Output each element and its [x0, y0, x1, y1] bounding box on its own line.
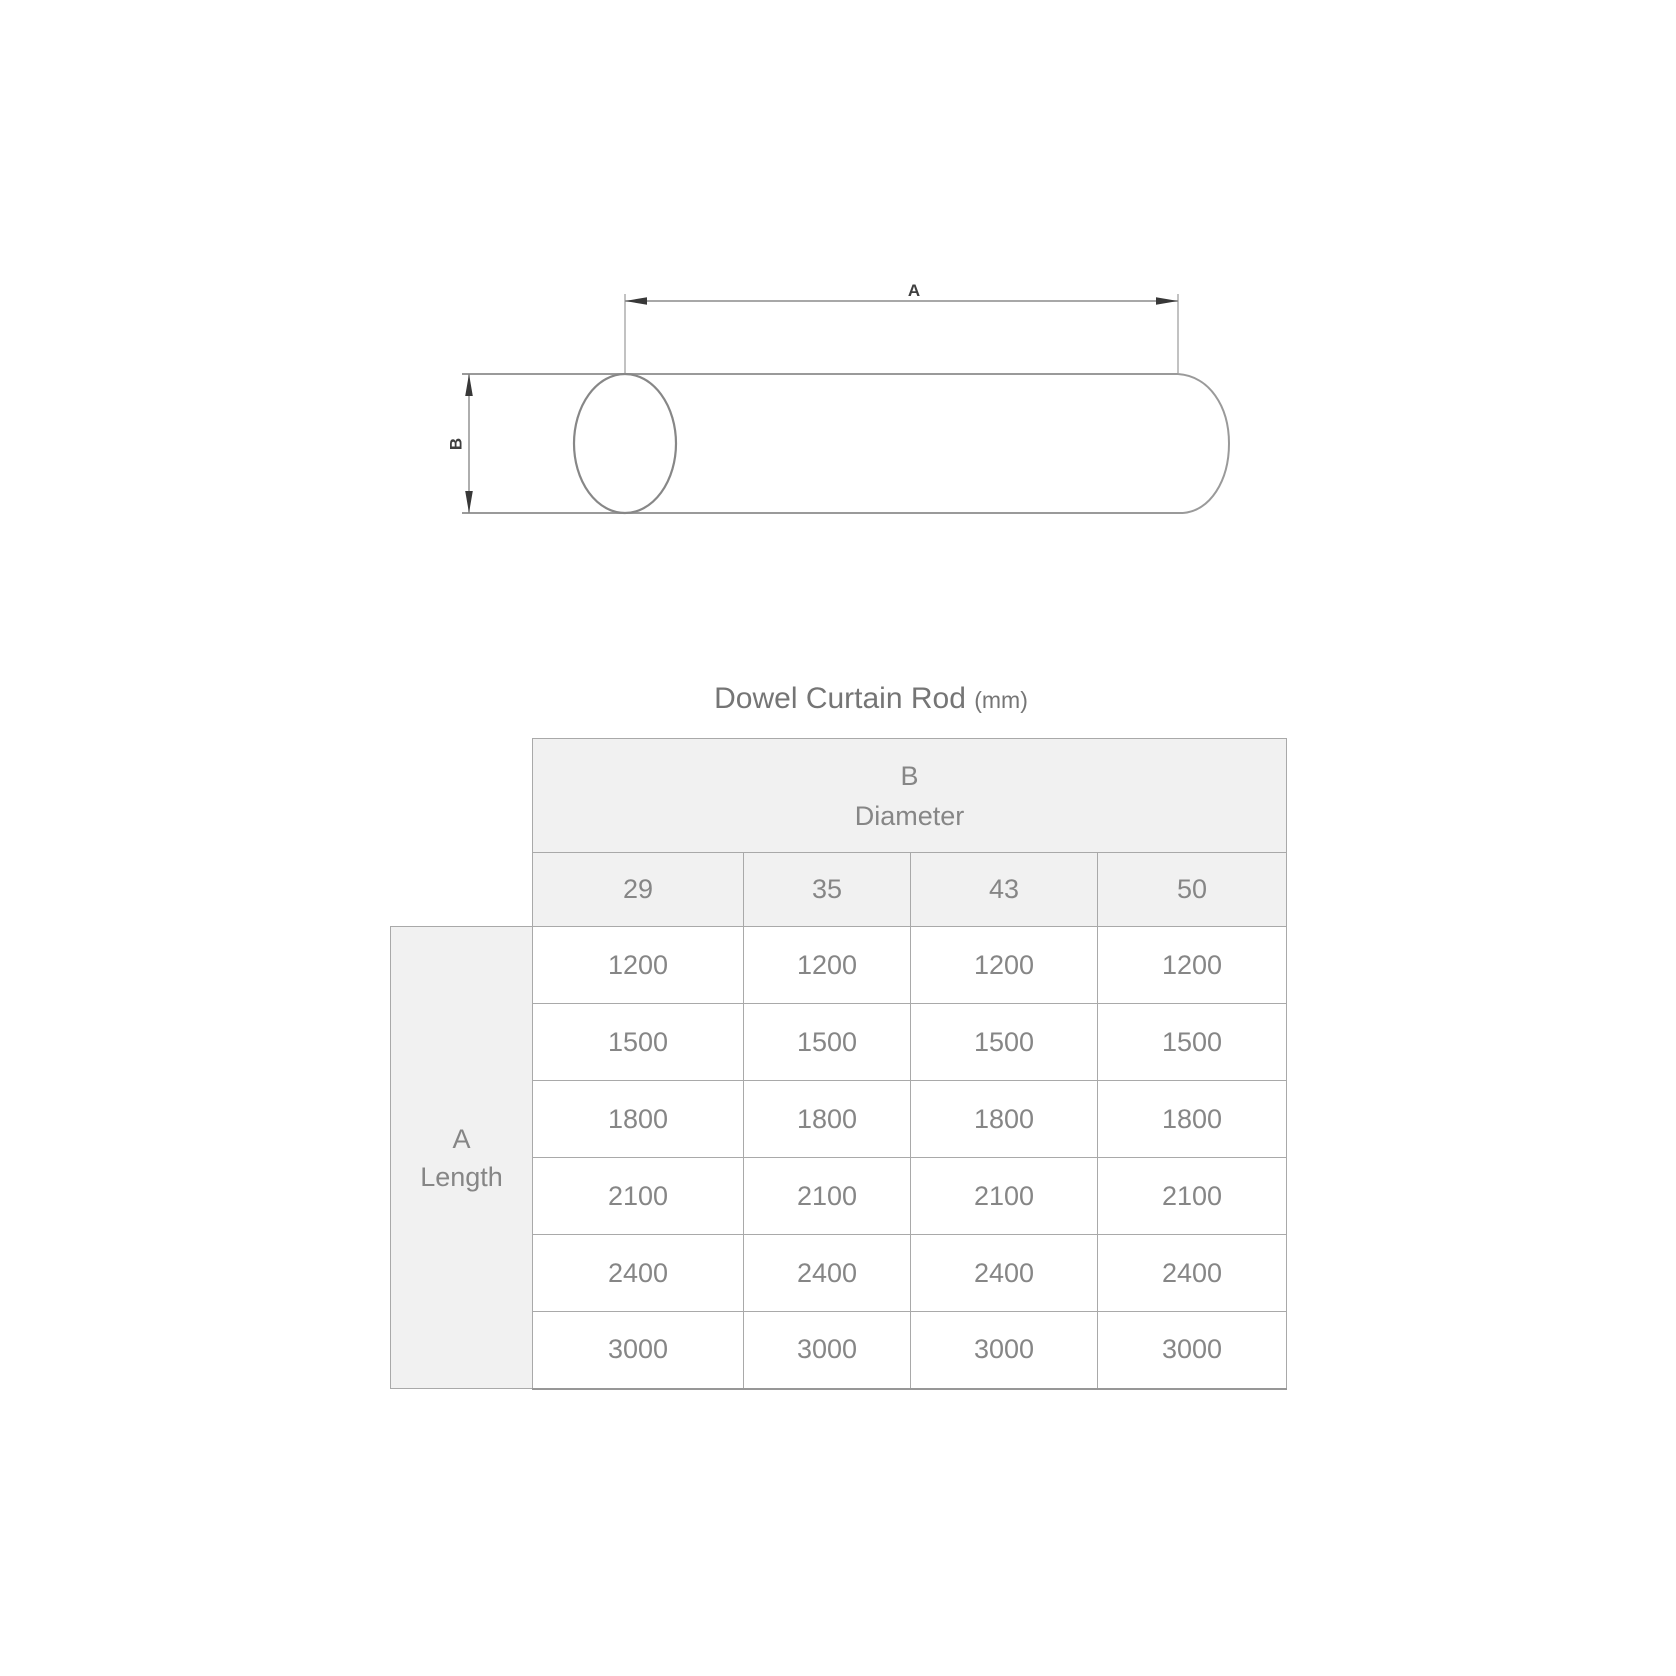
- table-title-unit: (mm): [974, 687, 1028, 713]
- diameter-header-29: 29: [533, 853, 744, 927]
- length-value-cell: 1800: [744, 1081, 911, 1158]
- length-value-cell: 1800: [911, 1081, 1098, 1158]
- dimension-b-arrow-bottom: [465, 491, 473, 513]
- length-value-cell: 1500: [533, 1004, 744, 1081]
- dimension-a-arrow-left: [625, 297, 647, 305]
- length-value-cell: 1800: [533, 1081, 744, 1158]
- length-value-cell: 1200: [533, 927, 744, 1004]
- dimension-a-label: A: [907, 281, 921, 300]
- length-value-cell: 2400: [911, 1235, 1098, 1312]
- rod-right-cap: [1178, 374, 1229, 513]
- diameter-header-35: 35: [744, 853, 911, 927]
- length-value-cell: 1500: [744, 1004, 911, 1081]
- table-title-text: Dowel Curtain Rod: [714, 682, 966, 715]
- dimension-a-arrow-right: [1156, 297, 1178, 305]
- length-value-cell: 1500: [1098, 1004, 1287, 1081]
- length-value-cell: 3000: [744, 1312, 911, 1389]
- length-value-cell: 2100: [911, 1158, 1098, 1235]
- length-value-cell: 2400: [744, 1235, 911, 1312]
- dimension-b-arrow-top: [465, 374, 473, 396]
- length-value-cell: 3000: [911, 1312, 1098, 1389]
- corner-spacer-cell: [391, 739, 533, 927]
- length-value-cell: 1200: [1098, 927, 1287, 1004]
- rod-end-ellipse: [574, 374, 676, 513]
- diameter-group-line2: Diameter: [854, 800, 965, 831]
- length-value-cell: 2400: [533, 1235, 744, 1312]
- length-group-line2: Length: [420, 1161, 503, 1192]
- length-group-header: [391, 927, 533, 1389]
- table-row: [391, 927, 1287, 1004]
- diameter-header-43: 43: [911, 853, 1098, 927]
- length-value-cell: 2100: [1098, 1158, 1287, 1235]
- length-group-line1: A: [452, 1123, 471, 1154]
- length-value-cell: 2400: [1098, 1235, 1287, 1312]
- length-value-cell: 2100: [744, 1158, 911, 1235]
- length-value-cell: 2100: [533, 1158, 744, 1235]
- length-value-cell: 1200: [744, 927, 911, 1004]
- spec-table: [390, 738, 1287, 1390]
- diameter-group-header: [533, 739, 1287, 853]
- length-value-cell: 1800: [1098, 1081, 1287, 1158]
- diameter-header-50: 50: [1098, 853, 1287, 927]
- length-value-cell: 3000: [1098, 1312, 1287, 1389]
- table-title: [714, 682, 1028, 717]
- length-value-cell: 3000: [533, 1312, 744, 1389]
- length-value-cell: 1500: [911, 1004, 1098, 1081]
- diameter-group-line1: B: [900, 760, 919, 791]
- dimension-b-label: B: [446, 437, 466, 451]
- length-value-cell: 1200: [911, 927, 1098, 1004]
